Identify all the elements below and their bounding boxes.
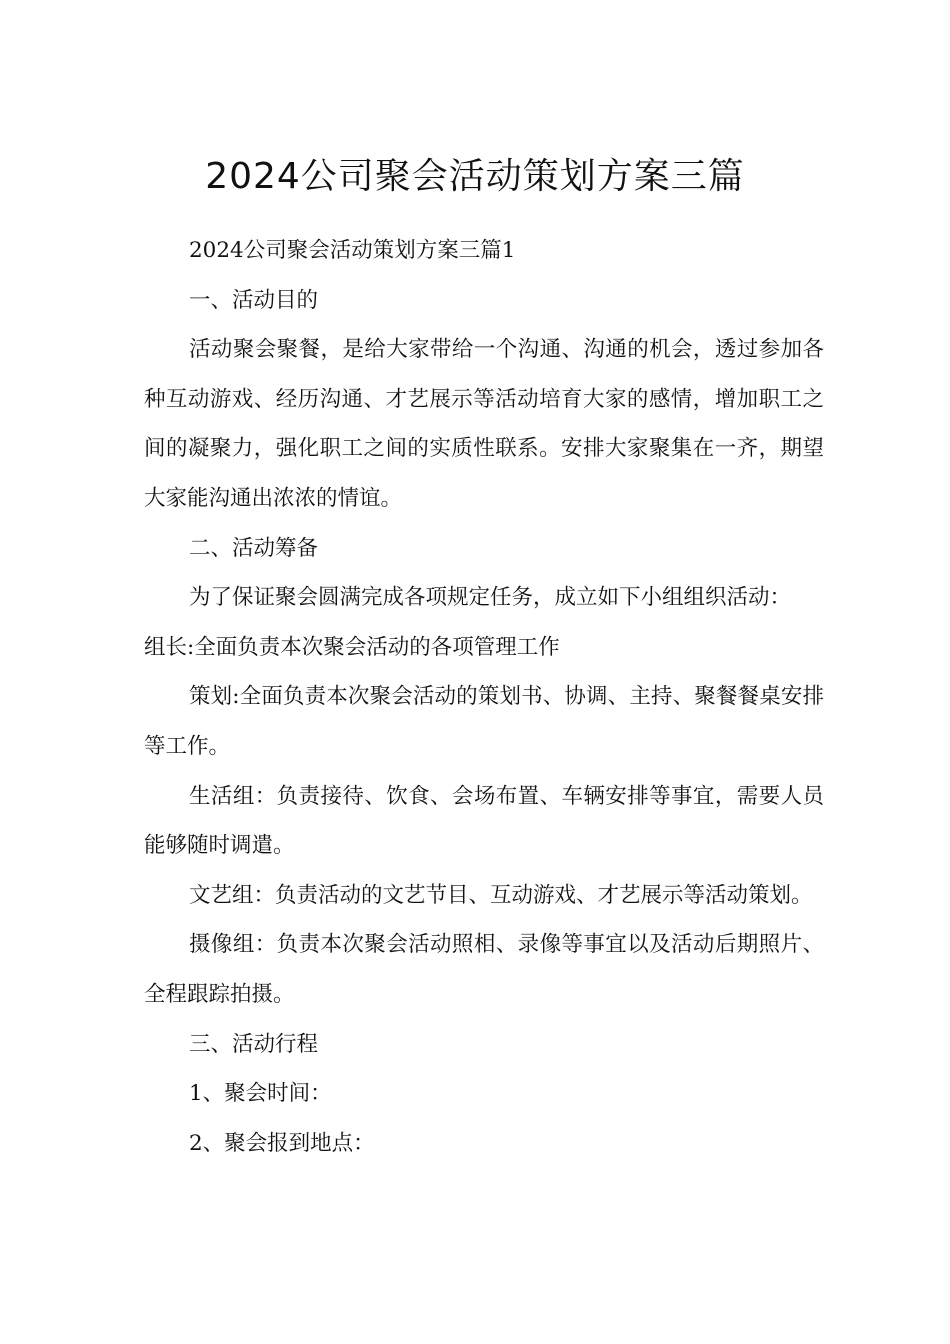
- list-item: 2、聚会报到地点：: [189, 1130, 375, 1156]
- section-heading: 二、活动筹备: [189, 535, 319, 561]
- document-body: [144, 226, 824, 1168]
- paragraph: 为了保证聚会圆满完成各项规定任务，成立如下小组组织活动：: [189, 585, 792, 611]
- section-heading: 2024公司聚会活动策划方案三篇1: [189, 238, 516, 263]
- paragraph: 生活组：负责接待、饮食、会场布置、车辆安排等事宜，需要人员能够随时调遣。: [144, 783, 824, 859]
- list-item: 1、聚会时间：: [189, 1081, 332, 1107]
- paragraph: 策划:全面负责本次聚会活动的策划书、协调、主持、聚餐餐桌安排等工作。: [144, 684, 824, 759]
- paragraph: 活动聚会聚餐，是给大家带给一个沟通、沟通的机会，透过参加各种互动游戏、经历沟通、才艺展示等活动培育大家的感情，增加职工之间的凝聚力，强化职工之间的实质性联系。安排大家聚集在一齐，期望大家能沟通出浓浓的情谊。: [144, 337, 824, 511]
- paragraph: 摄像组：负责本次聚会活动照相、录像等事宜以及活动后期照片、全程跟踪拍摄。: [144, 932, 824, 1007]
- document-title: 2024公司聚会活动策划方案三篇: [205, 156, 745, 198]
- paragraph: 组长:全面负责本次聚会活动的各项管理工作: [144, 634, 560, 660]
- section-heading: 三、活动行程: [189, 1031, 319, 1057]
- paragraph: 文艺组：负责活动的文艺节目、互动游戏、才艺展示等活动策划。: [189, 882, 813, 908]
- section-heading: 一、活动目的: [189, 287, 319, 313]
